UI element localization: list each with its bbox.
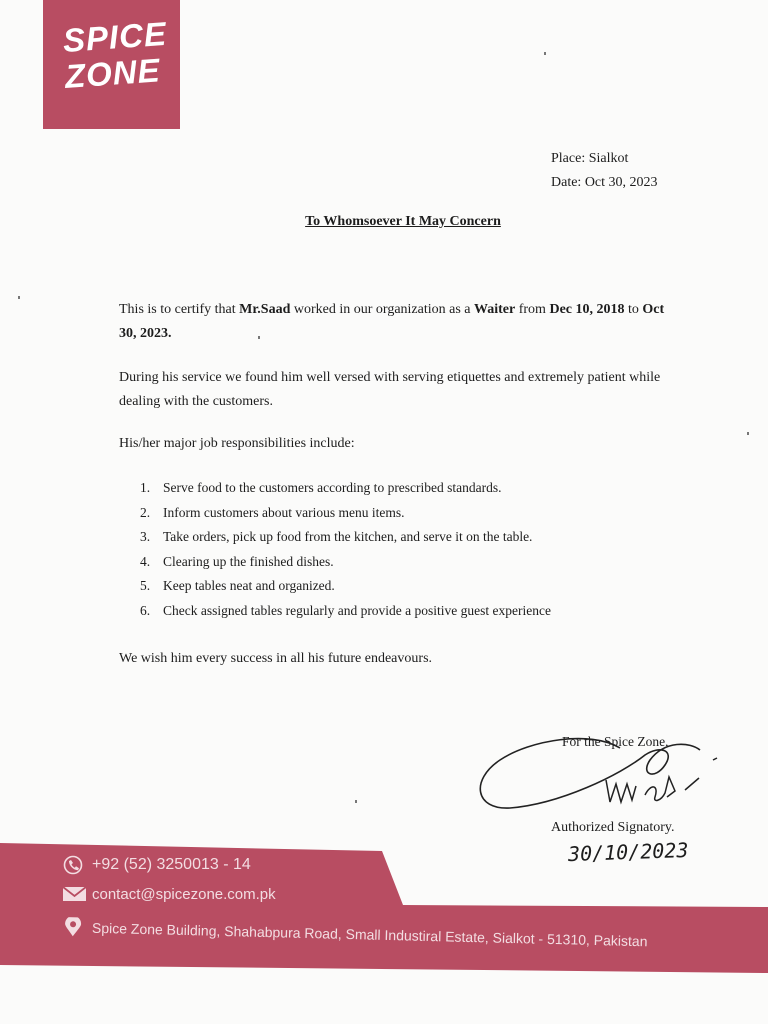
location-pin-icon [62,917,88,938]
handwritten-date: 30/10/2023 [567,837,689,867]
responsibilities-intro: His/her major job responsibilities include: [119,436,355,451]
letter-meta [551,147,658,195]
employee-name: Mr.Saad [239,302,291,317]
start-date: Dec 10, 2018 [549,302,625,317]
intro-text-2: worked in our organization as a [290,302,475,317]
intro-text-3: from [515,302,550,317]
list-item-text: Inform customers about various menu items. [163,504,405,520]
list-item-text: Check assigned tables regularly and provide a positive guest experience [163,602,551,618]
list-item: 4. Clearing up the finished dishes. [140,553,334,569]
footer-phone [62,855,251,875]
date-line: Date: Oct 30, 2023 [551,175,658,190]
list-item-text: Serve food to the customers according to prescribed standards. [163,480,502,495]
logo-line-2: ZONE [63,51,162,95]
signatory-title: Authorized Signatory. [551,820,675,835]
company-logo [43,0,180,129]
list-item: 1. Serve food to the customers according to prescribed standards. [140,480,502,495]
list-item: 5. Keep tables neat and organized. [140,578,335,593]
closing-paragraph: We wish him every success in all his future endeavours. [119,651,433,666]
handwritten-signature [470,720,730,820]
phone-number: +92 (52) 3250013 - 14 [92,856,251,873]
intro-text-4: to [624,302,643,317]
employee-role: Waiter [474,302,516,317]
street-address: Spice Zone Building, Shahabpura Road, Small Industiral Estate, Sialkot - 51310, Pakistan [91,919,648,950]
intro-text-1: This is to certify that [119,302,240,317]
signature-company-line: For the Spice Zone, [562,734,669,749]
email-address: contact@spicezone.com.pk [92,885,276,903]
letter-heading: To Whomsoever It May Concern [305,214,501,229]
responsibilities-list [140,476,551,623]
end-date: Oct 30, 2023. [119,302,665,341]
letter-footer [0,843,768,973]
logo-line-1: SPICE [61,14,169,59]
envelope-icon [62,884,88,904]
list-item-text: Take orders, pick up food from the kitchen, and serve it on the table. [163,529,533,544]
intro-paragraph [119,298,679,346]
list-item: 3. Take orders, pick up food from the kitchen, and serve it on the table. [140,529,533,544]
list-item-text: Clearing up the finished dishes. [163,553,334,569]
service-paragraph: During his service we found him well versed with serving etiquettes and extremely patient while dealing with the customers. [119,370,661,409]
list-item: 6. Check assigned tables regularly and provide a positive guest experience [140,602,551,618]
list-item: 2. Inform customers about various menu items. [140,504,405,520]
footer-email [62,884,276,904]
phone-icon [62,855,88,875]
list-item-text: Keep tables neat and organized. [163,578,335,593]
place-line: Place: Sialkot [551,151,629,166]
